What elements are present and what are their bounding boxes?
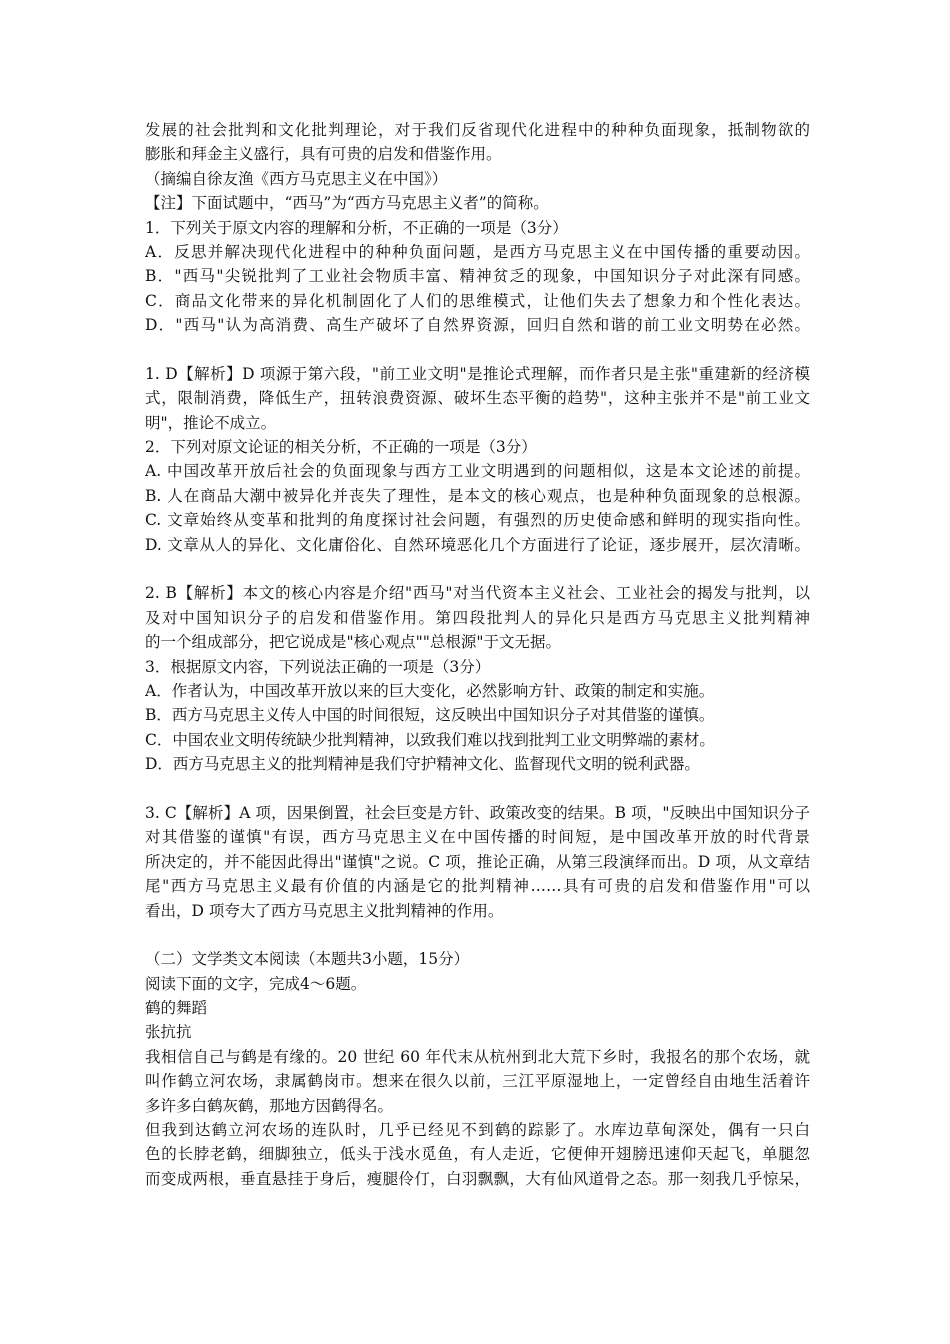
question-2-option-b: B. 人在商品大潮中被异化并丧失了理性，是本文的核心观点，也是种种负面现象的总根源。 bbox=[145, 486, 810, 505]
question-2-option-d: D. 文章从人的异化、文化庸俗化、自然环境恶化几个方面进行了论证，逐步展开，层次清晰。 bbox=[145, 535, 810, 554]
section-heading: （二）文学类文本阅读（本题共3小题，15分） bbox=[145, 950, 470, 969]
article-paragraph-line: 叫作鹤立河农场，隶属鹤岗市。想来在很久以前，三江平原湿地上，一定曾经自由地生活着许 bbox=[145, 1072, 810, 1091]
section-instruction: 阅读下面的文字，完成4～6题。 bbox=[145, 974, 367, 993]
question-2-analysis-line: 2. B【解析】本文的核心内容是介绍"西马"对当代资本主义社会、工业社会的揭发与批判，以 bbox=[145, 584, 810, 603]
question-1-option-c: C．商品文化带来的异化机制固化了人们的思维模式，让他们失去了想象力和个性化表达。 bbox=[145, 291, 810, 310]
question-1-stem: 1．下列关于原文内容的理解和分析，不正确的一项是（3分） bbox=[145, 218, 568, 237]
question-3-option-a: A．作者认为，中国改革开放以来的巨大变化，必然影响方针、政策的制定和实施。 bbox=[145, 681, 715, 700]
article-paragraph-line: 色的长脖老鹤，细脚独立，低头于浅水觅鱼，有人走近，它便伸开翅膀迅速仰天起飞，单腿忽 bbox=[145, 1145, 810, 1164]
article-paragraph-line: 而变成两根，垂直悬挂于身后，瘦腿伶仃，白羽飘飘，大有仙风道骨之态。那一刻我几乎惊呆， bbox=[145, 1169, 810, 1188]
question-1-analysis-line: 1. D【解析】D 项源于第六段，"前工业文明"是推论式理解，而作者只是主张"重建新的经济模 bbox=[145, 364, 810, 383]
question-3-stem: 3．根据原文内容，下列说法正确的一项是（3分） bbox=[145, 657, 491, 676]
spacer bbox=[145, 338, 810, 362]
question-3-analysis-line: 所决定的，并不能因此得出"谨慎"之说。C 项，推论正确，从第三段演绎而出。D 项，从文章结 bbox=[145, 852, 810, 871]
article-paragraph-line: 但我到达鹤立河农场的连队时，几乎已经见不到鹤的踪影了。水库边草甸深处，偶有一只白 bbox=[145, 1121, 810, 1140]
question-3-option-d: D．西方马克思主义的批判精神是我们守护精神文化、监督现代文明的锐利武器。 bbox=[145, 755, 700, 774]
question-2-analysis-line: 及对中国知识分子的启发和借鉴作用。第四段批判人的异化只是西方马克思主义批判精神 bbox=[145, 608, 810, 627]
question-1-option-d: D．"西马"认为高消费、高生产破坏了自然界资源，回归自然和谐的前工业文明势在必然。 bbox=[145, 316, 810, 335]
question-2-analysis-line: 的一个组成部分，把它说成是"核心观点""总根源"于文无据。 bbox=[145, 633, 562, 652]
spacer bbox=[145, 923, 810, 947]
question-1-option-b: B．"西马"尖锐批判了工业社会物质丰富、精神贫乏的现象，中国知识分子对此深有同感。 bbox=[145, 267, 810, 286]
question-1-option-a: A．反思并解决现代化进程中的种种负面问题，是西方马克思主义在中国传播的重要动因。 bbox=[145, 242, 810, 261]
article-paragraph-line: 多许多白鹤灰鹤，那地方因鹤得名。 bbox=[145, 1096, 394, 1115]
question-2-option-a: A. 中国改革开放后社会的负面现象与西方工业文明遇到的问题相似，这是本文论述的前提。 bbox=[145, 462, 810, 481]
document-page bbox=[145, 118, 810, 1191]
question-3-analysis-line: 看出，D 项夸大了西方马克思主义批判精神的作用。 bbox=[145, 901, 504, 920]
passage-line: 膨胀和拜金主义盛行，具有可贵的启发和借鉴作用。 bbox=[145, 145, 502, 164]
question-3-analysis-line: 对其借鉴的谨慎"有误，西方马克思主义在中国传播的时间短，是中国改革开放的时代背景 bbox=[145, 828, 810, 847]
question-3-option-b: B．西方马克思主义传人中国的时间很短，这反映出中国知识分子对其借鉴的谨慎。 bbox=[145, 706, 715, 725]
annotation-note: 【注】下面试题中，“西马”为“西方马克思主义者”的简称。 bbox=[145, 194, 549, 213]
question-1-analysis-line: 明"，推论不成立。 bbox=[145, 413, 277, 432]
article-author: 张抗抗 bbox=[145, 1023, 192, 1042]
article-title: 鹤的舞蹈 bbox=[145, 999, 208, 1018]
question-1-analysis-line: 式，限制消费，降低生产，扭转浪费资源、破坏生态平衡的趋势"，这种主张并不是"前工业文 bbox=[145, 389, 810, 408]
spacer bbox=[145, 777, 810, 801]
question-3-analysis-line: 尾"西方马克思主义最有价值的内涵是它的批判精神……具有可贵的启发和借鉴作用"可以 bbox=[145, 877, 810, 896]
article-paragraph-line: 我相信自己与鹤是有缘的。20 世纪 60 年代末从杭州到北大荒下乡时，我报名的那个农场，就 bbox=[145, 1047, 810, 1066]
question-3-analysis-line: 3. C【解析】A 项，因果倒置，社会巨变是方针、政策改变的结果。B 项，"反映出中国知识分子 bbox=[145, 803, 810, 822]
spacer bbox=[145, 557, 810, 581]
question-3-option-c: C．中国农业文明传统缺少批判精神，以致我们难以找到批判工业文明弊端的素材。 bbox=[145, 730, 715, 749]
question-2-option-c: C. 文章始终从变革和批判的角度探讨社会问题，有强烈的历史使命感和鲜明的现实指向性。 bbox=[145, 511, 810, 530]
source-note: （摘编自徐友渔《西方马克思主义在中国》） bbox=[145, 169, 448, 188]
passage-line: 发展的社会批判和文化批判理论，对于我们反省现代化进程中的种种负面现象，抵制物欲的 bbox=[145, 121, 810, 139]
question-2-stem: 2．下列对原文论证的相关分析，不正确的一项是（3分） bbox=[145, 438, 537, 457]
